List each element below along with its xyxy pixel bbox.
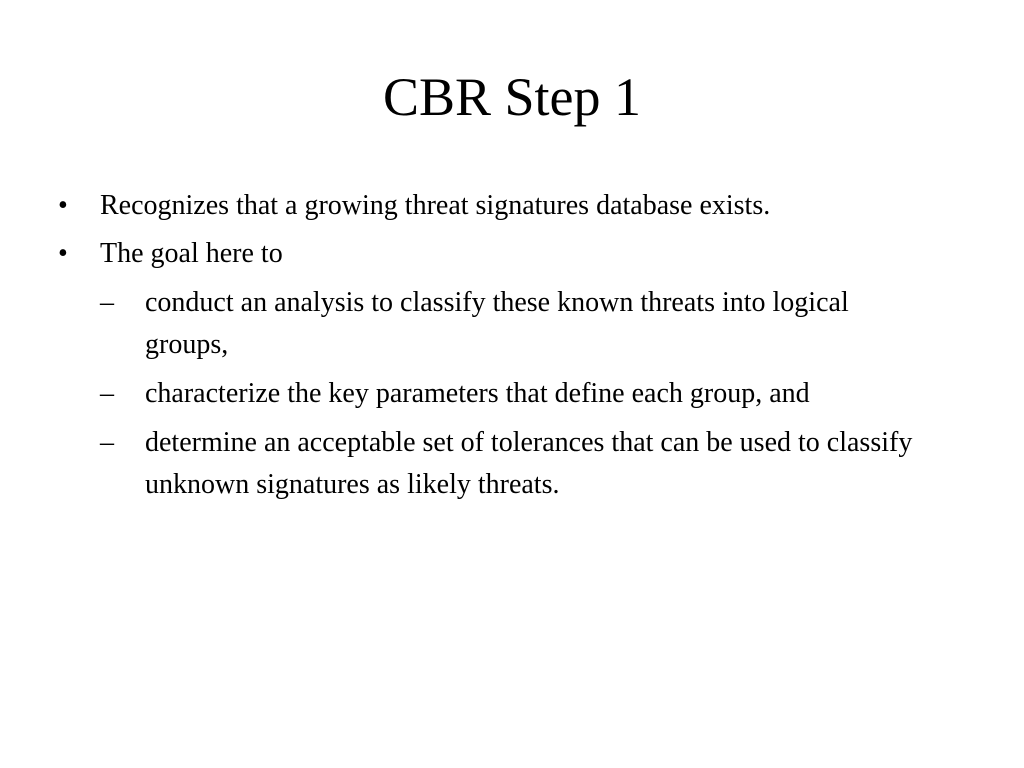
sub-bullet-item: [100, 282, 920, 366]
bullet-list: [58, 186, 978, 513]
sub-bullet-text: determine an acceptable set of tolerances that can be used to classify unknown signatures as likely threats.: [145, 427, 913, 500]
bullet-text: The goal here to: [100, 238, 283, 269]
sub-bullet-item: [100, 373, 920, 415]
sub-bullet-text: conduct an analysis to classify these known threats into logical groups,: [145, 287, 849, 360]
sub-bullet-marker: –: [100, 427, 114, 458]
bullet-marker: •: [58, 238, 68, 269]
sub-bullet-marker: –: [100, 378, 114, 409]
bullet-item: [58, 186, 978, 226]
slide-title: CBR Step 1: [382, 67, 642, 127]
sub-bullet-marker: –: [100, 287, 114, 318]
bullet-item: [58, 234, 978, 274]
sub-bullet-item: [100, 422, 920, 506]
sub-bullet-text: characterize the key parameters that define each group, and: [145, 378, 810, 409]
bullet-marker: •: [58, 190, 68, 221]
sub-bullet-list: [58, 282, 978, 506]
bullet-text: Recognizes that a growing threat signatures database exists.: [100, 190, 771, 221]
